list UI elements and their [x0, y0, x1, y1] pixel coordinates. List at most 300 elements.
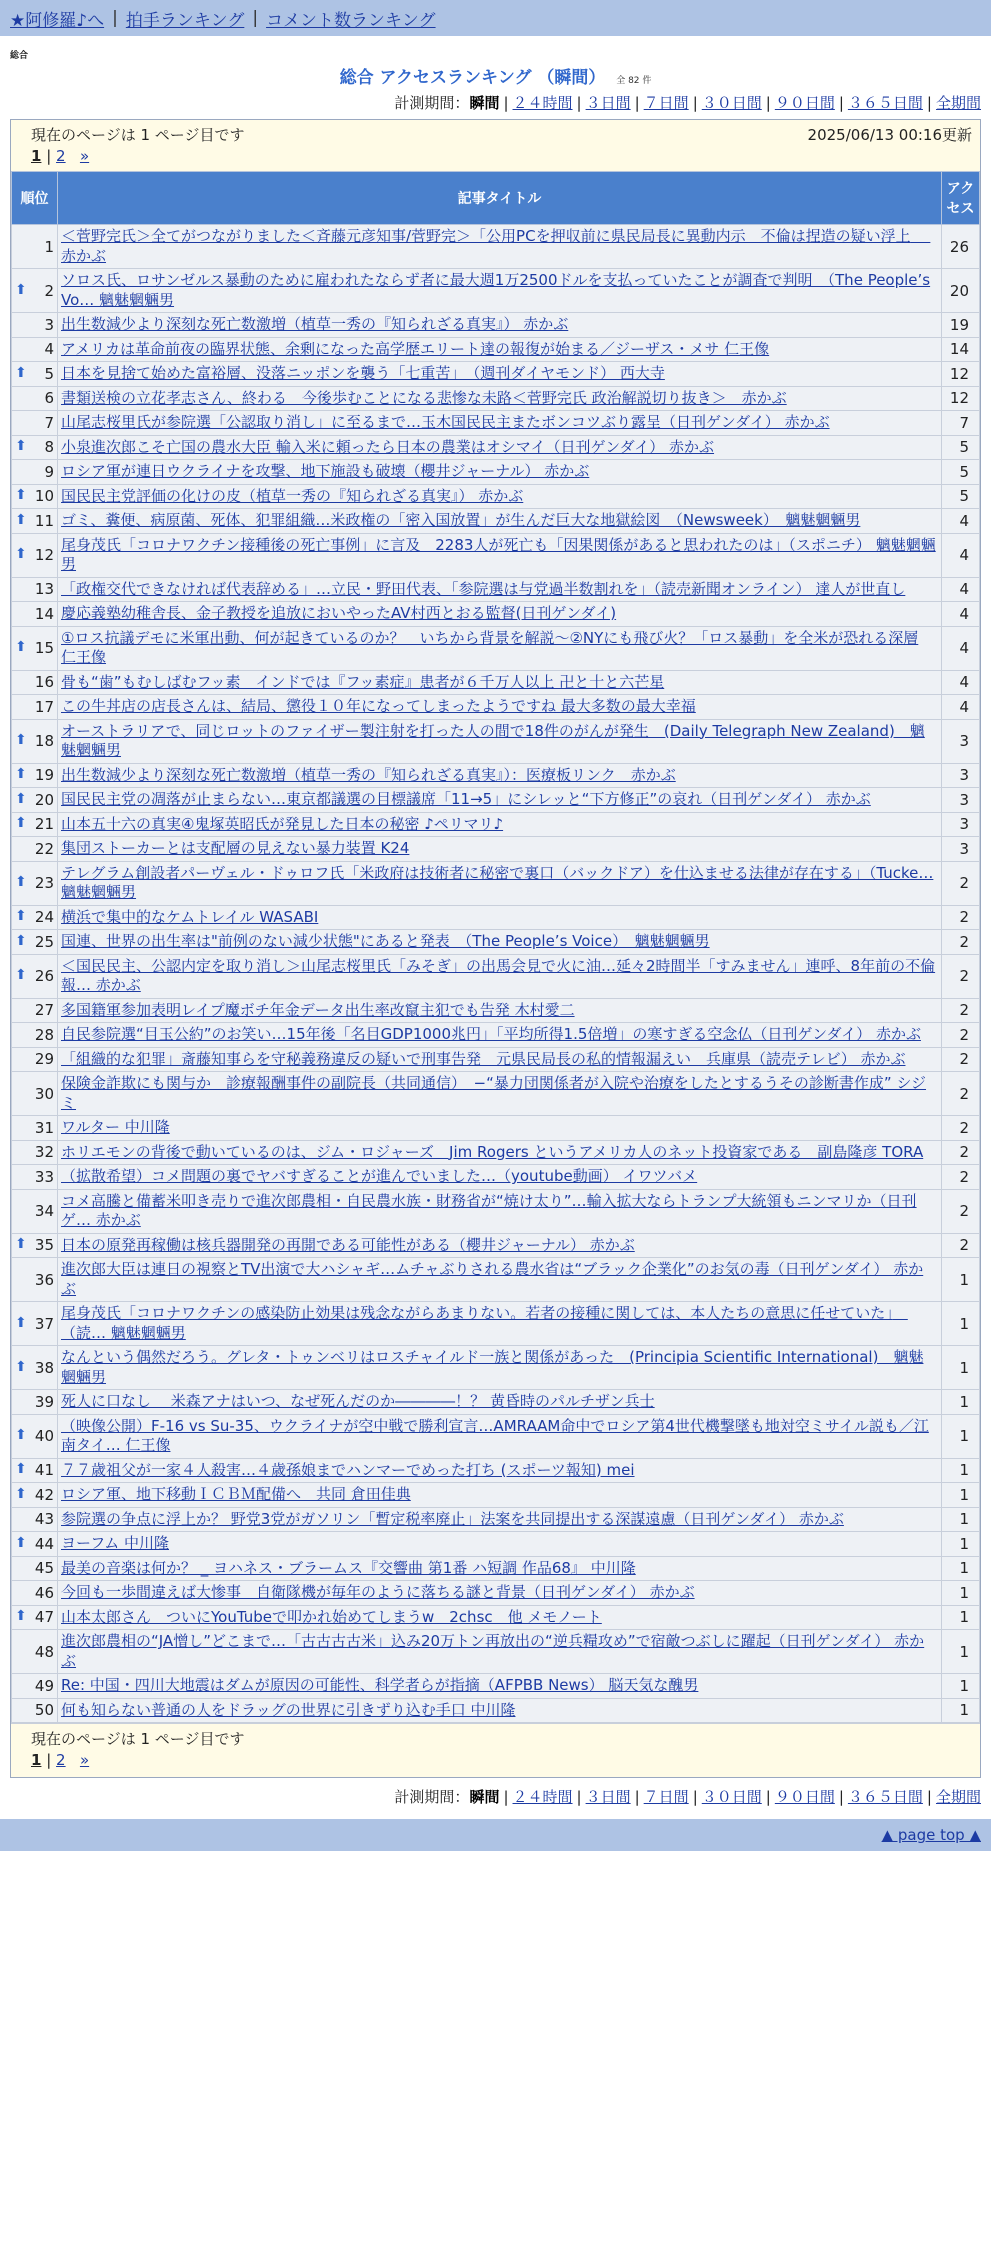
rank-cell [12, 905, 58, 930]
rank-cell [12, 1023, 58, 1048]
article-link[interactable]: 小泉進次郎こそ亡国の農水大臣 輸入米に頼ったら日本の農業はオシマイ（日刊ゲンダイ） 赤かぶ [61, 437, 715, 456]
period-option-2[interactable]: ７日間 [643, 1788, 689, 1806]
access-count: 4 [942, 626, 980, 670]
article-link[interactable]: 進次郎農相の“JA憎し”どこまで…「古古古古米」込み20万トン再放出の“逆兵糧攻め”で宿敵つぶしに躍起（日刊ゲンダイ） 赤かぶ [61, 1632, 925, 1670]
title-cell [58, 509, 942, 534]
rank-cell [12, 812, 58, 837]
article-link[interactable]: 最美の音楽は何か？ _ ヨハネス・ブラームス『交響曲 第1番 ハ短調 作品68』 中川隆 [61, 1558, 636, 1577]
article-link[interactable]: 多国籍軍参加表明レイプ魔ボチ年金データ出生率改竄主犯でも告発 木村愛二 [61, 1000, 575, 1019]
table-row [12, 1047, 980, 1072]
period-option-2[interactable]: ７日間 [643, 94, 689, 112]
title-cell [58, 788, 942, 813]
access-count: 1 [942, 1346, 980, 1390]
period-option-5[interactable]: ３６５日間 [847, 1788, 923, 1806]
rank-number: 43 [34, 1510, 54, 1529]
table-row [12, 626, 980, 670]
rank-number: 41 [34, 1461, 54, 1480]
access-count: 1 [942, 1414, 980, 1458]
table-row [12, 1346, 980, 1390]
rank-number: 42 [34, 1485, 54, 1504]
rank-cell [12, 577, 58, 602]
title-cell [58, 763, 942, 788]
period-option-6[interactable]: 全期間 [935, 94, 981, 112]
access-count: 4 [942, 509, 980, 534]
article-link[interactable]: なんという偶然だろう。グレタ・トゥンベリはロスチャイルド一族と関係があった (Principia Scientific International) 魑魅魍魎男 [61, 1348, 924, 1386]
title-cell [58, 695, 942, 720]
bottom-bar [0, 1819, 991, 1851]
title-cell [58, 460, 942, 485]
article-link[interactable]: ①ロス抗議デモに米軍出動、何が起きているのか？ いちから背景を解説〜②NYにも飛び火？「ロス暴動」を全米が恐れる深層 仁王像 [61, 628, 919, 666]
table-row [12, 362, 980, 387]
rank-cell [12, 695, 58, 720]
article-link[interactable]: 保険金詐欺にも関与か 診療報酬事件の副院長（共同通信） −“暴力団関係者が入院や治療をしたとするうその診断書作成” シジミ [61, 1074, 927, 1112]
access-count: 2 [942, 1140, 980, 1165]
ranking-table [11, 171, 980, 1723]
rank-number: 5 [44, 364, 54, 383]
table-row [12, 763, 980, 788]
article-link[interactable]: 国連、世界の出生率は"前例のない減少状態"にあると発表 （The People’s Voice） 魑魅魍魎男 [61, 932, 710, 950]
article-link[interactable]: 横浜で集中的なケムトレイル WASABI [61, 907, 319, 926]
table-row [12, 1165, 980, 1190]
period-option-0[interactable]: ２４時間 [512, 94, 573, 112]
access-count: 2 [942, 1189, 980, 1233]
title-cell [58, 362, 942, 387]
rank-cell [12, 1483, 58, 1508]
article-link[interactable]: ホリエモンの背後で動いているのは、ジム・ロジャーズ Jim Rogers というアメリカ人のネット投資家である 副島隆彦 TORA [61, 1142, 924, 1161]
title-cell [58, 1390, 942, 1415]
page-heading [0, 63, 991, 88]
article-link[interactable]: オーストラリアで、同じロットのファイザー製注射を打った人の間で18件のがんが発生 (Daily Telegraph New Zealand) 魑魅魍魎男 [61, 721, 925, 759]
period-option-5[interactable]: ３６５日間 [847, 94, 923, 112]
rank-cell [12, 1674, 58, 1699]
access-count: 4 [942, 602, 980, 627]
article-link[interactable]: 尾身茂氏「コロナワクチンの感染防止効果は残念ながらあまりない。若者の接種に関しては、本人たちの意思に任せていた」 （読… 魑魅魍魎男 [61, 1304, 908, 1342]
up-arrow-icon: ⬆ [15, 766, 27, 783]
title-cell [58, 1698, 942, 1723]
title-cell [58, 1483, 942, 1508]
article-link[interactable]: ロシア軍、地下移動ＩＣＢＭ配備へ 共同 倉田佳典 [61, 1485, 411, 1503]
title-cell [58, 1458, 942, 1483]
article-link[interactable]: ゴミ、糞便、病原菌、死体、犯罪組織…米政権の「密入国放置」が生んだ巨大な地獄絵図 （Newsweek） 魑魅魍魎男 [61, 511, 861, 529]
title-cell [58, 269, 942, 313]
rank-number: 23 [34, 874, 54, 892]
title-cell [58, 905, 942, 930]
title-cell [58, 1556, 942, 1581]
rank-cell [12, 1581, 58, 1606]
rank-number: 9 [44, 462, 54, 481]
table-row [12, 719, 980, 763]
title-cell [58, 812, 942, 837]
updated-timestamp: 2025/06/13 00:16更新 [807, 126, 972, 144]
nav-separator: | [112, 8, 118, 28]
rank-number: 33 [34, 1167, 54, 1186]
up-arrow-icon: ⬆ [15, 1608, 27, 1625]
rank-cell [12, 1390, 58, 1415]
title-cell [58, 930, 942, 955]
period-current: 瞬間 [469, 94, 500, 112]
table-row [12, 509, 980, 534]
pager-next[interactable]: » [79, 1751, 90, 1769]
period-option-0[interactable]: ２４時間 [512, 1788, 573, 1806]
period-separator: | [503, 94, 509, 112]
up-arrow-icon: ⬆ [15, 1236, 27, 1253]
period-separator: | [634, 1788, 640, 1806]
article-link[interactable]: 骨も“歯”もむしばむフッ素 インドでは『フッ素症』患者が６千万人以上 卍と十と六芒星 [61, 672, 665, 691]
rank-cell [12, 1507, 58, 1532]
table-row [12, 998, 980, 1023]
rank-number: 18 [34, 732, 54, 750]
table-row [12, 577, 980, 602]
article-link[interactable]: 山本太郎さん ついにYouTubeで叩かれ始めてしまうw 2chsc 他 メモノート [61, 1607, 602, 1626]
access-count: 1 [942, 1532, 980, 1557]
pager-current-page: 1 [31, 147, 42, 165]
rank-number: 15 [34, 639, 54, 657]
table-row [12, 269, 980, 313]
period-option-3[interactable]: ３０日間 [701, 1788, 762, 1806]
article-link[interactable]: アメリカは革命前夜の臨界状態、余剰になった高学歴エリート達の報復が始まる／ジーザス・メサ 仁王像 [61, 339, 770, 358]
rank-cell [12, 337, 58, 362]
page-top-link[interactable]: ▲ page top ▲ [881, 1826, 981, 1844]
access-count: 3 [942, 719, 980, 763]
rank-cell [12, 763, 58, 788]
rank-number: 16 [34, 673, 54, 692]
article-link[interactable]: （拡散希望）コメ問題の裏でヤバすぎることが進んでいました…（youtube動画） イワツバメ [61, 1167, 698, 1185]
article-link[interactable]: 国民民主党の凋落が止まらない…東京都議選の目標議席「11→5」にシレッと“下方修正”の哀れ（日刊ゲンダイ） 赤かぶ [61, 790, 871, 808]
pager-next[interactable]: » [79, 147, 90, 165]
up-arrow-icon: ⬆ [15, 1314, 27, 1331]
pager-page-2[interactable]: 2 [56, 147, 66, 165]
title-cell [58, 577, 942, 602]
article-link[interactable]: 集団ストーカーとは支配層の見えない暴力装置 K24 [61, 839, 410, 857]
table-row [12, 1698, 980, 1723]
period-current: 瞬間 [469, 1788, 500, 1806]
access-count: 19 [942, 313, 980, 338]
table-row [12, 1390, 980, 1415]
table-row [12, 1233, 980, 1258]
period-option-1[interactable]: ３日間 [585, 1788, 631, 1806]
article-link[interactable]: （映像公開）F-16 vs Su-35、ウクライナが空中戦で勝利宣言…AMRAAM命中でロシア第4世代機撃墜も地対空ミサイル説も／江南タイ… 仁王像 [61, 1416, 929, 1454]
period-separator: | [576, 94, 582, 112]
rank-cell [12, 225, 58, 269]
title-cell [58, 337, 942, 362]
rank-cell [12, 1556, 58, 1581]
title-cell [58, 1165, 942, 1190]
up-arrow-icon: ⬆ [15, 487, 27, 504]
access-count: 1 [942, 1630, 980, 1674]
article-link[interactable]: ソロス氏、ロサンゼルス暴動のために雇われたならず者に最大週1万2500ドルを支払っていたことが調査で判明 （The People’s Vo… 魑魅魍魎男 [61, 271, 931, 309]
rank-cell [12, 1233, 58, 1258]
article-link[interactable]: 書類送検の立花孝志さん、終わる 今後歩むことになる悲惨な未路＜菅野完氏 政治解説切り抜き＞ 赤かぶ [61, 388, 787, 407]
table-row [12, 905, 980, 930]
rank-number: 30 [34, 1084, 54, 1103]
article-link[interactable]: ７７歳祖父が一家４人殺害…４歳孫娘までハンマーでめった打ち (スポーツ報知) mei [61, 1460, 635, 1479]
table-row [12, 1605, 980, 1630]
title-cell [58, 1414, 942, 1458]
rank-cell [12, 1258, 58, 1302]
rank-cell [12, 533, 58, 577]
table-row [12, 1023, 980, 1048]
title-cell [58, 602, 942, 627]
access-count: 4 [942, 670, 980, 695]
access-count: 1 [942, 1556, 980, 1581]
rank-cell [12, 1630, 58, 1674]
rank-number: 46 [34, 1583, 54, 1602]
period-separator: | [692, 1788, 698, 1806]
title-cell [58, 225, 942, 269]
access-count: 2 [942, 930, 980, 955]
rank-number: 6 [44, 389, 54, 408]
title-cell [58, 1189, 942, 1233]
rank-cell [12, 509, 58, 534]
title-cell [58, 1302, 942, 1346]
access-count: 2 [942, 1116, 980, 1141]
rank-number: 26 [34, 967, 54, 985]
table-row [12, 411, 980, 436]
up-arrow-icon: ⬆ [15, 1461, 27, 1478]
rank-cell [12, 930, 58, 955]
access-count: 2 [942, 861, 980, 905]
access-count: 20 [942, 269, 980, 313]
rank-cell [12, 269, 58, 313]
pager-bottom: 1 | 2 » [31, 1751, 90, 1769]
access-count: 7 [942, 411, 980, 436]
article-link[interactable]: 山本五十六の真実④鬼塚英昭氏が発見した日本の秘密 ♪ペリマリ♪ [61, 814, 504, 833]
access-count: 26 [942, 225, 980, 269]
rank-cell [12, 837, 58, 862]
title-cell [58, 861, 942, 905]
access-count: 1 [942, 1258, 980, 1302]
period-option-4[interactable]: ９０日間 [774, 94, 835, 112]
title-cell [58, 1630, 942, 1674]
rank-cell [12, 1047, 58, 1072]
access-count: 2 [942, 1165, 980, 1190]
title-cell [58, 533, 942, 577]
rank-number: 14 [34, 604, 54, 623]
article-link[interactable]: 自民参院選“目玉公約”のお笑い…15年後「名目GDP1000兆円」「平均所得1.5倍増」の寒すぎる空念仏（日刊ゲンダイ） 赤かぶ [61, 1025, 921, 1043]
rank-number: 45 [34, 1559, 54, 1578]
article-link[interactable]: 参院選の争点に浮上か？ 野党3党がガソリン「暫定税率廃止」法案を共同提出する深謀遠慮（日刊ゲンダイ） 赤かぶ [61, 1509, 844, 1528]
table-row [12, 1581, 980, 1606]
article-link[interactable]: ロシア軍が連日ウクライナを攻撃、地下施設も破壊（櫻井ジャーナル） 赤かぶ [61, 462, 590, 480]
rank-number: 25 [34, 932, 54, 951]
rank-number: 31 [34, 1118, 54, 1137]
rank-cell [12, 1116, 58, 1141]
up-arrow-icon: ⬆ [15, 1427, 27, 1443]
rank-cell [12, 1532, 58, 1557]
access-count: 1 [942, 1390, 980, 1415]
article-link[interactable]: 何も知らない普通の人をドラッグの世界に引きずり込む手口 中川隆 [61, 1700, 516, 1719]
table-row [12, 1483, 980, 1508]
title-cell [58, 313, 942, 338]
article-link[interactable]: Re: 中国・四川大地震はダムが原因の可能性、科学者らが指摘（AFPBB News） 脳天気な醜男 [61, 1676, 699, 1694]
table-row [12, 1458, 980, 1483]
article-link[interactable]: 出生数減少より深刻な死亡数激増（植草一秀の『知られざる真実』） 赤かぶ [61, 315, 569, 333]
article-link[interactable]: 「政権交代できなければ代表辞める」…立民・野田代表、「参院選は与党過半数割れを」（読売新聞オンライン） 達人が世直し [61, 579, 906, 598]
table-row [12, 484, 980, 509]
rank-number: 1 [44, 237, 54, 256]
pager-page-2[interactable]: 2 [56, 1751, 66, 1769]
up-arrow-icon: ⬆ [15, 1534, 27, 1551]
rank-number: 40 [34, 1427, 54, 1445]
up-arrow-icon: ⬆ [15, 1358, 27, 1375]
access-count: 12 [942, 362, 980, 387]
rank-cell [12, 954, 58, 998]
period-option-4[interactable]: ９０日間 [774, 1788, 835, 1806]
up-arrow-icon: ⬆ [15, 967, 27, 983]
table-row [12, 861, 980, 905]
title-cell [58, 1116, 942, 1141]
rank-number: 11 [34, 511, 54, 530]
title-cell [58, 1233, 942, 1258]
article-link[interactable]: 死人に口なし 米森アナはいつ、なぜ死んだのか――――！？ 黄昏時のパルチザン兵士 [61, 1392, 655, 1410]
article-link[interactable]: 慶応義塾幼稚舎長、金子教授を追放においやったAV村西とおる監督(日刊ゲンダイ) [61, 604, 617, 622]
period-separator: | [576, 1788, 582, 1806]
article-link[interactable]: 日本を見捨て始めた富裕層、没落ニッポンを襲う「七重苦」 （週刊ダイヤモンド） 西大寺 [61, 364, 665, 382]
article-link[interactable]: ワルター 中川隆 [61, 1118, 170, 1136]
period-selector-bottom [0, 1786, 991, 1807]
access-count: 2 [942, 1023, 980, 1048]
title-cell [58, 1047, 942, 1072]
title-cell [58, 1346, 942, 1390]
table-row [12, 788, 980, 813]
access-count: 2 [942, 998, 980, 1023]
table-row [12, 1072, 980, 1116]
rank-number: 21 [34, 815, 54, 834]
article-link[interactable]: 「組織的な犯罪」斎藤知事らを守秘義務違反の疑いで刑事告発 元県民局長の私的情報漏えい 兵庫県（読売テレビ） 赤かぶ [61, 1049, 906, 1068]
article-link[interactable]: 出生数減少より深刻な死亡数激増（植草一秀の『知られざる真実』）：医療板リンク 赤かぶ [61, 765, 676, 784]
table-row [12, 837, 980, 862]
rank-cell [12, 1140, 58, 1165]
period-separator: | [838, 1788, 844, 1806]
page-info-header [11, 120, 980, 171]
up-arrow-icon: ⬆ [15, 790, 27, 807]
access-count: 2 [942, 905, 980, 930]
title-cell [58, 719, 942, 763]
title-cell [58, 626, 942, 670]
article-link[interactable]: ヨーフム 中川隆 [61, 1534, 169, 1552]
access-count: 12 [942, 386, 980, 411]
table-header-row [12, 172, 980, 225]
rank-cell [12, 1165, 58, 1190]
nav-link-applause-ranking[interactable]: 拍手ランキング [125, 10, 245, 31]
access-count: 3 [942, 812, 980, 837]
article-link[interactable]: 国民民主党評価の化けの皮（植草一秀の『知られざる真実』） 赤かぶ [61, 486, 524, 505]
article-link[interactable]: ＜菅野完氏＞全てがつながりました＜斉藤元彦知事/菅野完＞「公用PCを押収前に県民局長に異動内示 不倫は捏造の疑い浮上 赤かぶ [61, 227, 931, 265]
period-selector-top [0, 92, 991, 113]
period-option-6[interactable]: 全期間 [935, 1788, 981, 1806]
pager-current-page: 1 [31, 1751, 42, 1769]
table-row [12, 1414, 980, 1458]
rank-cell [12, 602, 58, 627]
rank-cell [12, 788, 58, 813]
article-link[interactable]: ＜国民民主、公認内定を取り消し＞山尾志桜里氏「みそぎ」の出馬会見で火に油…延々2時間半「すみません」連呼、8年前の不倫報… 赤かぶ [61, 956, 936, 994]
table-row [12, 954, 980, 998]
table-row [12, 435, 980, 460]
access-count: 5 [942, 484, 980, 509]
title-cell [58, 1072, 942, 1116]
article-link[interactable]: コメ高騰と備蓄米叩き売りで進次郎農相・自民農水族・財務省が“焼け太り”…輸入拡大ならトランプ大統領もニンマリか（日刊ゲ… 赤かぶ [61, 1191, 917, 1229]
rank-number: 4 [44, 340, 54, 359]
category-label: 総合 [10, 51, 29, 61]
rank-number: 29 [34, 1050, 54, 1069]
rank-column-header: 順位 [12, 172, 58, 225]
title-cell [58, 1605, 942, 1630]
rank-number: 17 [34, 697, 54, 716]
current-page-text-bottom: 現在のページは 1 ページ目です [31, 1730, 245, 1748]
rank-number: 47 [34, 1608, 54, 1627]
rank-number: 36 [34, 1270, 54, 1289]
table-row [12, 695, 980, 720]
article-link[interactable]: 今回も一歩間違えば大惨事 自衛隊機が毎年のように落ちる謎と背景（日刊ゲンダイ） 赤かぶ [61, 1583, 695, 1601]
rank-number: 20 [34, 790, 54, 809]
table-row [12, 337, 980, 362]
up-arrow-icon: ⬆ [15, 874, 27, 890]
rank-cell [12, 1698, 58, 1723]
title-cell [58, 1507, 942, 1532]
rank-number: 27 [34, 1001, 54, 1020]
article-link[interactable]: 山尾志桜里氏が参院選「公認取り消し」に至るまで…玉木国民民主またボンコツぶり露呈（日刊ゲンダイ） 赤かぶ [61, 413, 830, 431]
article-link[interactable]: 日本の原発再稼働は核兵器開発の再開である可能性がある（櫻井ジャーナル） 赤かぶ [61, 1235, 635, 1254]
nav-link-comment-ranking[interactable]: コメント数ランキング [266, 10, 436, 31]
table-row [12, 670, 980, 695]
access-count: 4 [942, 695, 980, 720]
table-row [12, 1140, 980, 1165]
rank-number: 7 [44, 413, 54, 432]
title-column-header: 記事タイトル [58, 172, 942, 225]
access-count: 4 [942, 577, 980, 602]
table-row [12, 533, 980, 577]
access-count: 1 [942, 1698, 980, 1723]
rank-number: 8 [44, 438, 54, 457]
up-arrow-icon: ⬆ [15, 732, 27, 748]
rank-number: 48 [34, 1642, 54, 1661]
access-count: 5 [942, 460, 980, 485]
nav-link-asyura[interactable]: ★阿修羅♪へ [10, 10, 105, 31]
period-option-1[interactable]: ３日間 [585, 94, 631, 112]
title-cell [58, 954, 942, 998]
rank-cell [12, 719, 58, 763]
top-nav-bar [0, 0, 991, 36]
access-count: 1 [942, 1483, 980, 1508]
access-count: 14 [942, 337, 980, 362]
rank-number: 35 [34, 1236, 54, 1255]
article-link[interactable]: この牛丼店の店長さんは、結局、懲役１０年になってしまったようですね 最大多数の最大幸福 [61, 697, 696, 715]
title-cell [58, 386, 942, 411]
access-count: 1 [942, 1302, 980, 1346]
article-link[interactable]: 尾身茂氏「コロナワクチン接種後の死亡事例」に言及 2283人が死亡も「因果関係があると思われたのは」（スポニチ） 魑魅魍魎男 [61, 535, 936, 573]
table-row [12, 386, 980, 411]
title-cell [58, 484, 942, 509]
title-cell [58, 1532, 942, 1557]
period-separator: | [692, 94, 698, 112]
up-arrow-icon: ⬆ [15, 546, 27, 562]
article-link[interactable]: テレグラム創設者パーヴェル・ドゥロフ氏「米政府は技術者に秘密で裏口（バックドア）を仕込ませる法律が存在する」（Tucke… 魑魅魍魎男 [61, 863, 934, 901]
article-link[interactable]: 進次郎大臣は連日の視察とTV出演で大ハシャギ…ムチャぶりされる農水省は“ブラック企業化”のお気の毒（日刊ゲンダイ） 赤かぶ [61, 1260, 924, 1298]
rank-cell [12, 670, 58, 695]
access-count: 2 [942, 1233, 980, 1258]
rank-cell [12, 861, 58, 905]
access-count: 1 [942, 1605, 980, 1630]
up-arrow-icon: ⬆ [15, 364, 27, 381]
rank-cell [12, 362, 58, 387]
title-cell [58, 1140, 942, 1165]
current-page-text: 現在のページは 1 ページ目です [31, 126, 245, 144]
rank-cell [12, 411, 58, 436]
table-row [12, 602, 980, 627]
title-cell [58, 1023, 942, 1048]
period-separator: | [838, 94, 844, 112]
period-option-3[interactable]: ３０日間 [701, 94, 762, 112]
